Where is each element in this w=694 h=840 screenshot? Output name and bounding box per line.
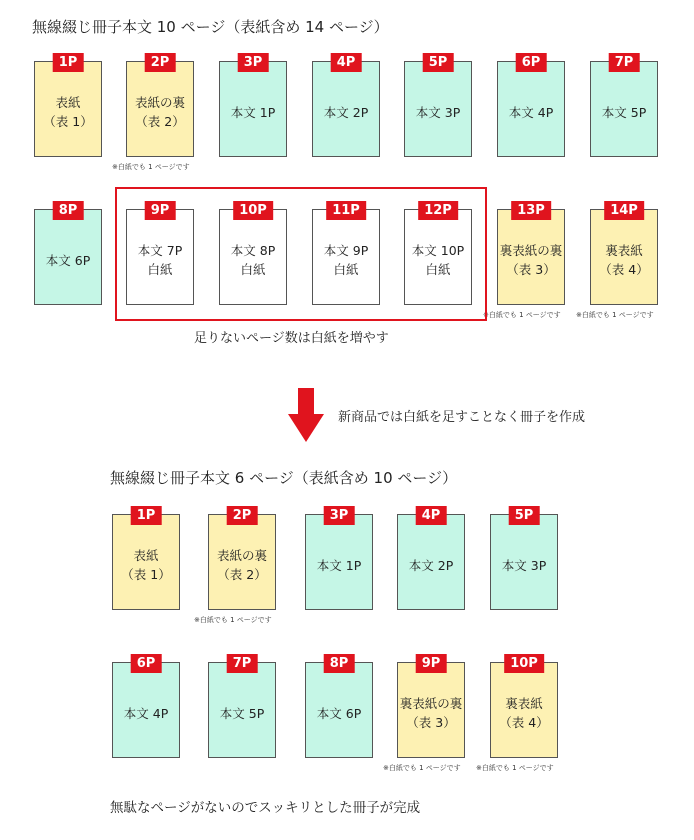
page-label: 本文 4P <box>508 104 554 120</box>
page-number-tag: 4P <box>416 506 447 525</box>
down-arrow-shape <box>288 388 324 442</box>
page-number-tag: 3P <box>238 53 269 72</box>
blank-pages-highlight <box>115 187 487 321</box>
page-label: 本文 9P 白紙 <box>323 243 369 277</box>
page-number-tag: 14P <box>604 201 644 220</box>
page-top-6p <box>497 55 565 157</box>
page-label: 本文 6P <box>316 705 362 721</box>
page-top-13p <box>497 203 565 305</box>
page-label: 本文 5P <box>601 104 647 120</box>
page-number-tag: 1P <box>131 506 162 525</box>
page-label: 本文 6P <box>45 252 91 268</box>
page-number-tag: 11P <box>326 201 366 220</box>
page-label: 本文 5P <box>219 705 265 721</box>
page-bottom-2p <box>208 508 276 610</box>
blank-page-note: ※白紙でも 1 ページです <box>476 764 554 772</box>
page-top-2p <box>126 55 194 157</box>
page-top-5p <box>404 55 472 157</box>
page-number-tag: 7P <box>609 53 640 72</box>
page-number-tag: 8P <box>324 654 355 673</box>
page-number-tag: 4P <box>331 53 362 72</box>
page-number-tag: 10P <box>504 654 544 673</box>
page-bottom-9p <box>397 656 465 758</box>
page-number-tag: 10P <box>233 201 273 220</box>
bottom-title: 無線綴じ冊子本文 6 ページ（表紙含め 10 ページ） <box>110 469 458 487</box>
page-number-tag: 9P <box>145 201 176 220</box>
page-label: 本文 10P 白紙 <box>411 243 465 277</box>
page-number-tag: 2P <box>145 53 176 72</box>
bottom-footer: 無駄なページがないのでスッキリとした冊子が完成 <box>110 800 421 816</box>
blank-page-note: ※白紙でも 1 ページです <box>383 764 461 772</box>
top-title: 無線綴じ冊子本文 10 ページ（表紙含め 14 ページ） <box>32 18 389 36</box>
page-label: 本文 2P <box>323 104 369 120</box>
page-bottom-6p <box>112 656 180 758</box>
page-label: 本文 7P 白紙 <box>137 243 183 277</box>
blank-page-note: ※白紙でも 1 ページです <box>112 163 190 171</box>
page-bottom-4p <box>397 508 465 610</box>
blank-page-note: ※白紙でも 1 ページです <box>483 311 561 319</box>
page-number-tag: 6P <box>516 53 547 72</box>
page-number-tag: 7P <box>227 654 258 673</box>
page-number-tag: 1P <box>53 53 84 72</box>
page-top-14p <box>590 203 658 305</box>
page-bottom-10p <box>490 656 558 758</box>
page-label: 本文 3P <box>501 557 547 573</box>
page-label: 表紙の裏 （表 2） <box>216 548 267 582</box>
page-number-tag: 6P <box>131 654 162 673</box>
page-label: 裏表紙 （表 4） <box>599 243 649 277</box>
page-label: 本文 1P <box>230 104 276 120</box>
page-bottom-8p <box>305 656 373 758</box>
page-top-4p <box>312 55 380 157</box>
page-label: 表紙の裏 （表 2） <box>134 95 185 129</box>
page-label: 本文 8P 白紙 <box>230 243 276 277</box>
page-label: 本文 3P <box>415 104 461 120</box>
page-number-tag: 5P <box>423 53 454 72</box>
page-label: 裏表紙の裏 （表 3） <box>399 696 463 730</box>
blank-pages-caption: 足りないページ数は白紙を増やす <box>194 331 389 346</box>
arrow-caption: 新商品では白紙を足すことなく冊子を作成 <box>338 410 586 425</box>
page-number-tag: 13P <box>511 201 551 220</box>
page-number-tag: 3P <box>324 506 355 525</box>
page-number-tag: 9P <box>416 654 447 673</box>
page-label: 本文 4P <box>123 705 169 721</box>
page-label: 裏表紙の裏 （表 3） <box>499 243 563 277</box>
blank-page-note: ※白紙でも 1 ページです <box>576 311 654 319</box>
page-top-1p <box>34 55 102 157</box>
page-top-8p <box>34 203 102 305</box>
page-label: 表紙 （表 1） <box>43 95 93 129</box>
page-label: 本文 1P <box>316 557 362 573</box>
blank-page-note: ※白紙でも 1 ページです <box>194 616 272 624</box>
page-top-3p <box>219 55 287 157</box>
page-bottom-1p <box>112 508 180 610</box>
page-top-7p <box>590 55 658 157</box>
down-arrow-icon <box>288 388 324 444</box>
page-bottom-7p <box>208 656 276 758</box>
page-label: 本文 2P <box>408 557 454 573</box>
page-bottom-5p <box>490 508 558 610</box>
page-label: 表紙 （表 1） <box>121 548 171 582</box>
page-number-tag: 2P <box>227 506 258 525</box>
page-label: 裏表紙 （表 4） <box>499 696 549 730</box>
page-number-tag: 5P <box>509 506 540 525</box>
page-number-tag: 12P <box>418 201 458 220</box>
page-bottom-3p <box>305 508 373 610</box>
page-number-tag: 8P <box>53 201 84 220</box>
